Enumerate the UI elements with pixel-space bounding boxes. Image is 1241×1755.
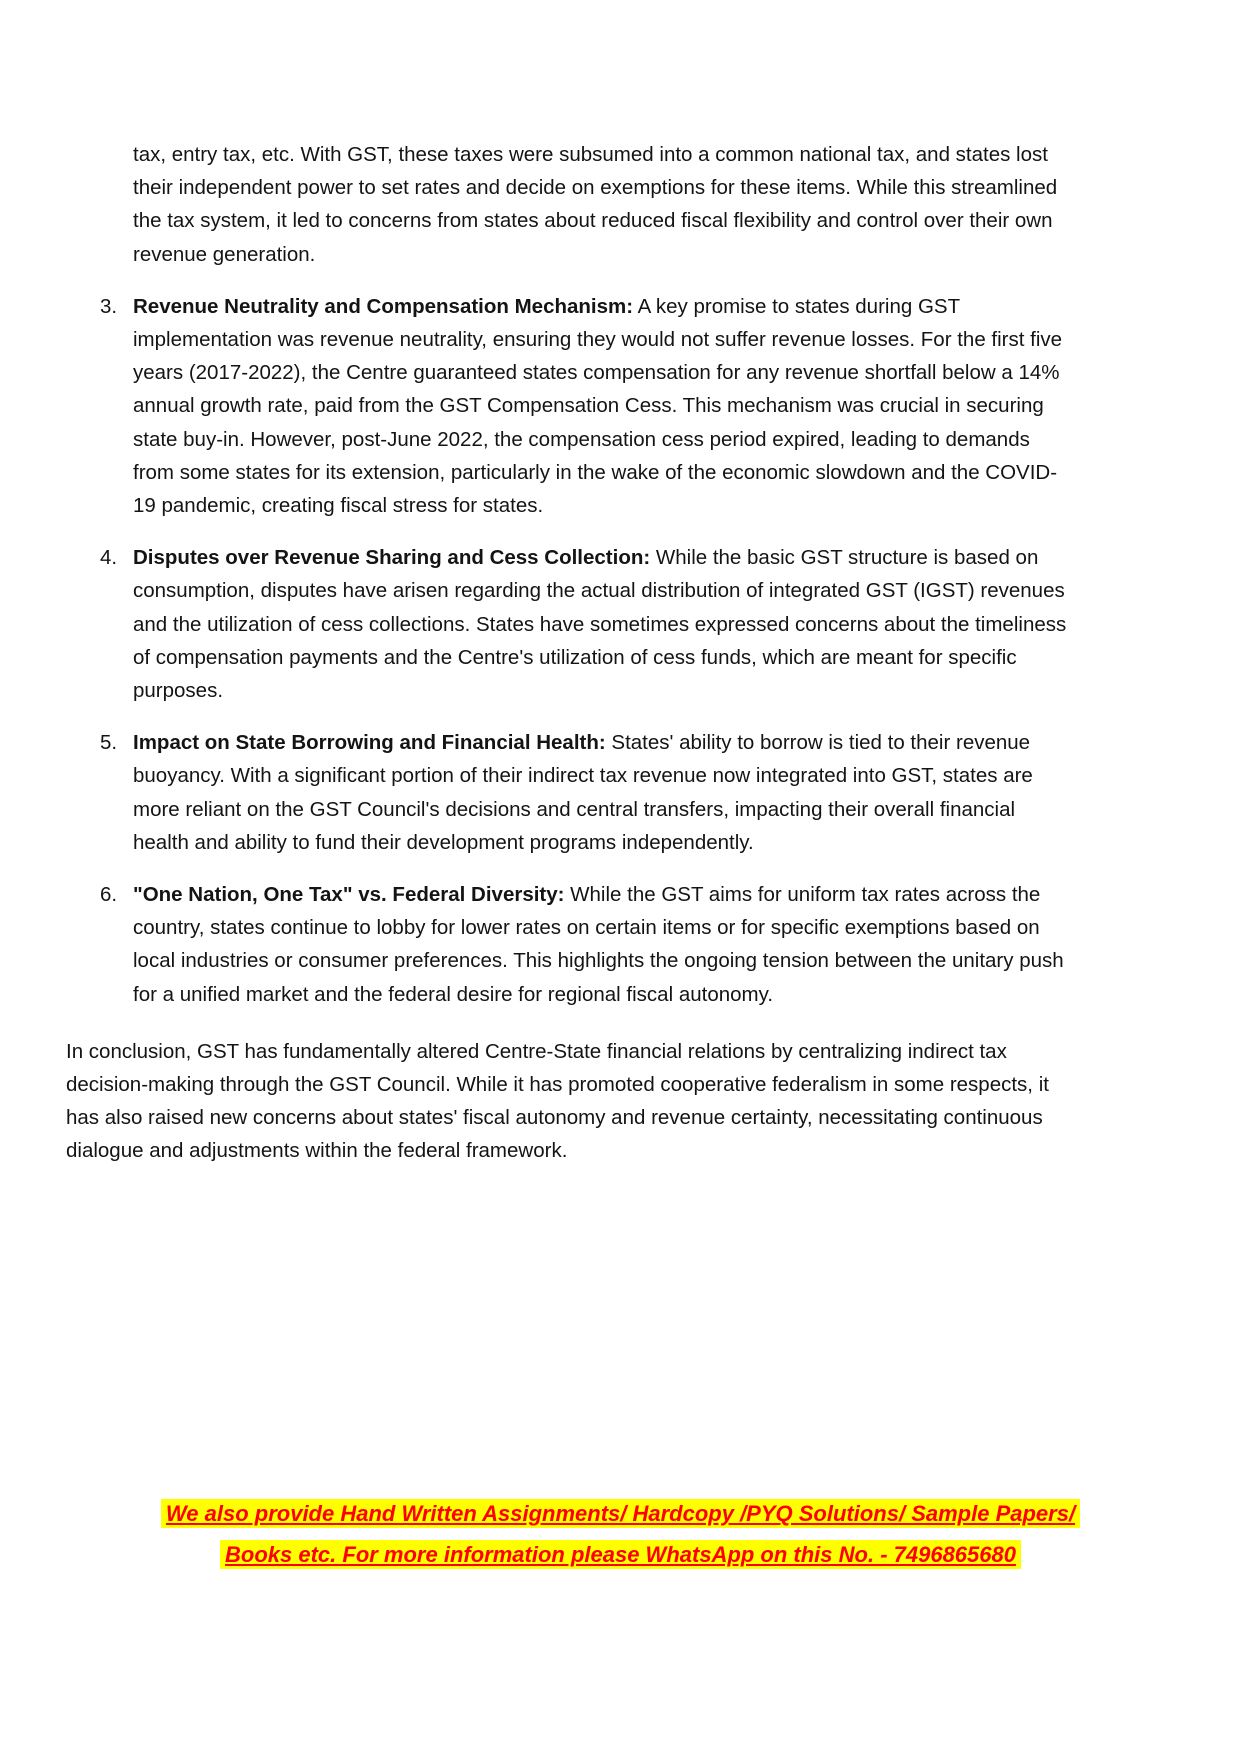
list-item-body: A key promise to states during GST implementation was revenue neutrality, ensuring they would not suffer revenue losses. For the first five years (2017-2022), the Centre guaranteed states compensation for any revenue shortfall below a 14% annual growth rate, paid from the GST Compensation Cess. This mechanism was crucial in securing state buy-in. However, post-June 2022, the compensation cess period expired, leading to demands from some states for its extension, particularly in the wake of the economic slowdown and the COVID-19 pandemic, creating fiscal stress for states.	[133, 294, 1063, 518]
list-item-title: "One Nation, One Tax" vs. Federal Diversity:	[133, 883, 565, 907]
list-item-body: States' ability to borrow is tied to their revenue buoyancy. With a significant portion of their indirect tax revenue now integrated into GST, states are more reliant on the GST Council's decisions and central transfers, impacting their overall financial health and ability to fund their development programs independently.	[133, 731, 1033, 854]
list-item-text	[133, 878, 1068, 1011]
footer-line-2: Books etc. For more information please WhatsApp on this No. - 7496865680	[220, 1540, 1021, 1569]
list-item	[66, 878, 1068, 1011]
list-item	[66, 541, 1068, 707]
footer-line-1: We also provide Hand Written Assignments/ Hardcopy /PYQ Solutions/ Sample Papers/	[161, 1499, 1080, 1528]
list-item-number: 5.	[100, 731, 118, 755]
intro-paragraph: tax, entry tax, etc. With GST, these taxes were subsumed into a common national tax, and states lost their independent power to set rates and decide on exemptions for these items. While this streamlined the tax system, it led to concerns from states about reduced fiscal flexibility and control over their own revenue generation.	[133, 143, 1058, 266]
numbered-list	[66, 290, 1068, 1011]
page-content	[66, 138, 1068, 1168]
footer-banner	[0, 1494, 1241, 1575]
list-item	[66, 290, 1068, 522]
list-item-title: Impact on State Borrowing and Financial Health:	[133, 731, 606, 755]
list-item-number: 6.	[100, 883, 118, 907]
conclusion-paragraph: In conclusion, GST has fundamentally altered Centre-State financial relations by centralizing indirect tax decision-making through the GST Council. While it has promoted cooperative federalism in some respects, it has also raised new concerns about states' fiscal autonomy and revenue certainty, necessitating continuous dialogue and adjustments within the federal framework.	[66, 1039, 1049, 1163]
list-item-number: 3.	[100, 294, 118, 318]
list-item-number: 4.	[100, 546, 118, 570]
list-item-body: While the basic GST structure is based on consumption, disputes have arisen regarding the actual distribution of integrated GST (IGST) revenues and the utilization of cess collections. States have sometimes expressed concerns about the timeliness of compensation payments and the Centre's utilization of cess funds, which are meant for specific purposes.	[133, 546, 1067, 703]
list-item-text	[133, 726, 1068, 859]
list-item	[66, 726, 1068, 859]
list-item-text	[133, 541, 1068, 707]
list-item-title: Revenue Neutrality and Compensation Mechanism:	[133, 294, 634, 318]
list-item-title: Disputes over Revenue Sharing and Cess Collection:	[133, 546, 651, 570]
list-item-text	[133, 290, 1068, 522]
list-item-body: While the GST aims for uniform tax rates across the country, states continue to lobby for lower rates on certain items or for specific exemptions based on local industries or consumer preferences. This highlights the ongoing tension between the unitary push for a unified market and the federal desire for regional fiscal autonomy.	[133, 883, 1064, 1006]
